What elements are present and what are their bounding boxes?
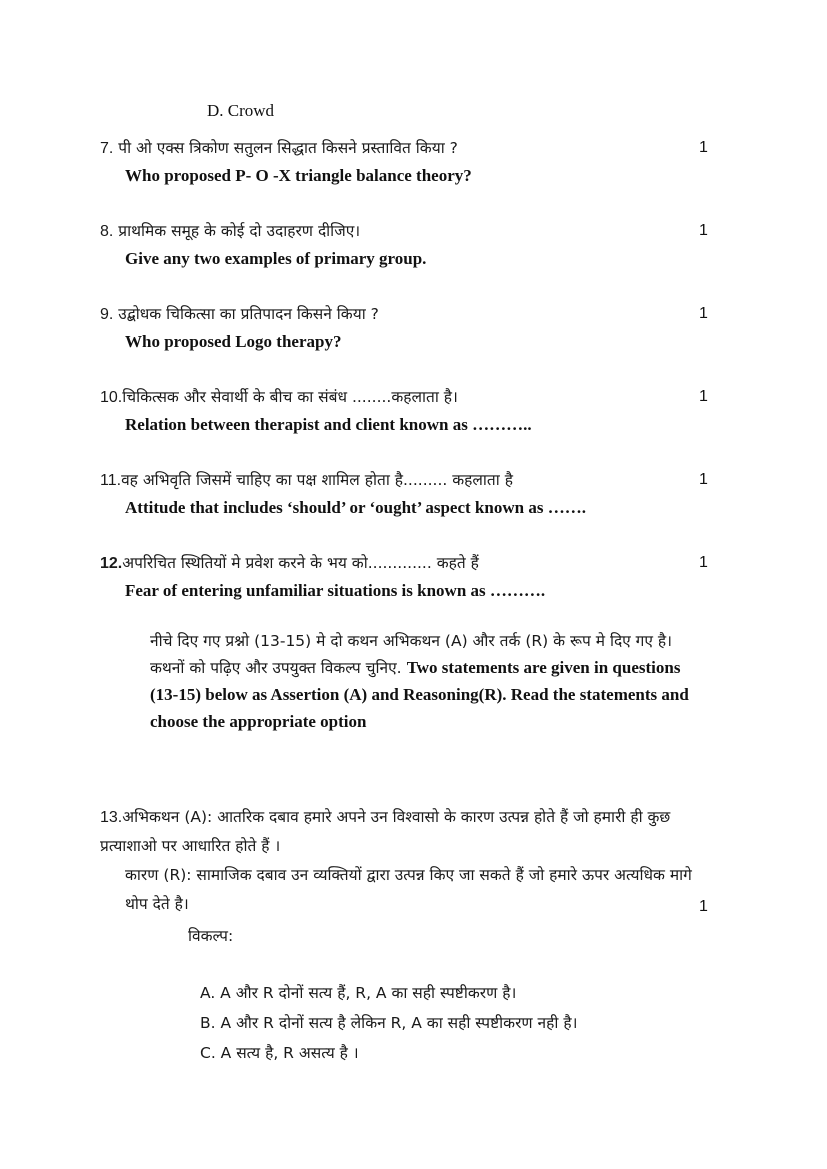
options-label: विकल्प: (188, 927, 234, 945)
question-marks: 1 (699, 554, 708, 571)
question-hindi-text: प्राथमिक समूह के कोई दो उदाहरण दीजिए। (118, 222, 361, 240)
option-d-crowd: D. Crowd (207, 101, 275, 120)
instruction-hindi: नीचे दिए गए प्रश्नो (13-15) मे दो कथन अभिकथन (A) और तर्क (R) के रूप मे दिए गए है। कथनों को पढ़िए और उपयुक्त विकल्प चुनिए. (150, 632, 673, 677)
question-marks: 1 (699, 388, 708, 405)
question-english-text: Give any two examples of primary group. (125, 249, 427, 268)
question-marks: 1 (699, 139, 708, 156)
question-hindi-text: अपरिचित स्थितियों मे प्रवेश करने के भय को............. कहते हैं (122, 554, 479, 572)
question-english-text: Fear of entering unfamiliar situations is known as ………. (125, 581, 546, 600)
question-number: 13. (100, 809, 123, 826)
instruction-english: Two statements are given in questions (13-15) below as Assertion (A) and Reasoning(R). Read the statements and choose the appropriate option (150, 658, 689, 731)
question-hindi (100, 219, 360, 244)
question-hindi-text: उद्बोधक चिकित्सा का प्रतिपादन किसने किया ? (118, 305, 379, 323)
question-english-text: Who proposed P- O -X triangle balance theory? (125, 166, 472, 185)
question-hindi (100, 551, 479, 576)
question-english-text: Attitude that includes ‘should’ or ‘ought’ aspect known as ……. (125, 498, 586, 517)
question-hindi-text: चिकित्सक और सेवार्थी के बीच का संबंध ........कहलाता है। (122, 388, 458, 406)
question-hindi (100, 302, 379, 327)
reason-text: कारण (R): सामाजिक दबाव उन व्यक्तियों द्वारा उत्पन्न किए जा सकते हैं जो हमारे ऊपर अत्यधिक मागे थोप देते है। (125, 866, 692, 913)
option-c: C. A सत्य है, R असत्य है । (200, 1044, 359, 1062)
question-hindi (100, 468, 513, 493)
question-hindi (100, 136, 458, 161)
question-number: 7. (100, 140, 114, 157)
question-marks: 1 (699, 222, 708, 239)
question-marks: 1 (699, 898, 708, 915)
question-marks: 1 (699, 305, 708, 322)
question-hindi (100, 385, 458, 410)
question-english-text: Relation between therapist and client known as ……….. (125, 415, 532, 434)
assertion-reason-instruction (150, 627, 710, 735)
question-english-text: Who proposed Logo therapy? (125, 332, 342, 351)
option-b: B. A और R दोनों सत्य है लेकिन R, A का सही स्पष्टीकरण नही है। (200, 1014, 578, 1032)
question-hindi-text: पी ओ एक्स त्रिकोण सतुलन सिद्धात किसने प्रस्तावित किया ? (118, 139, 458, 157)
option-a: A. A और R दोनों सत्य हैं, R, A का सही स्पष्टीकरण है। (200, 984, 517, 1002)
question-marks: 1 (699, 471, 708, 488)
question-number: 11. (100, 472, 122, 489)
question-number: 8. (100, 223, 114, 240)
question-hindi-text: वह अभिवृति जिसमें चाहिए का पक्ष शामिल होता है......... कहलाता है (121, 471, 513, 489)
assertion-text: अभिकथन (A): आतरिक दबाव हमारे अपने उन विश्वासो के कारण उत्पन्न होते हैं जो हमारी ही कुछ प्रत्याशाओ पर आधारित होते हैं । (100, 808, 671, 855)
question-number: 10. (100, 389, 123, 406)
question-number: 9. (100, 306, 114, 323)
question-13-body (100, 803, 712, 919)
question-number: 12. (100, 555, 123, 572)
assertion-line (100, 803, 712, 861)
